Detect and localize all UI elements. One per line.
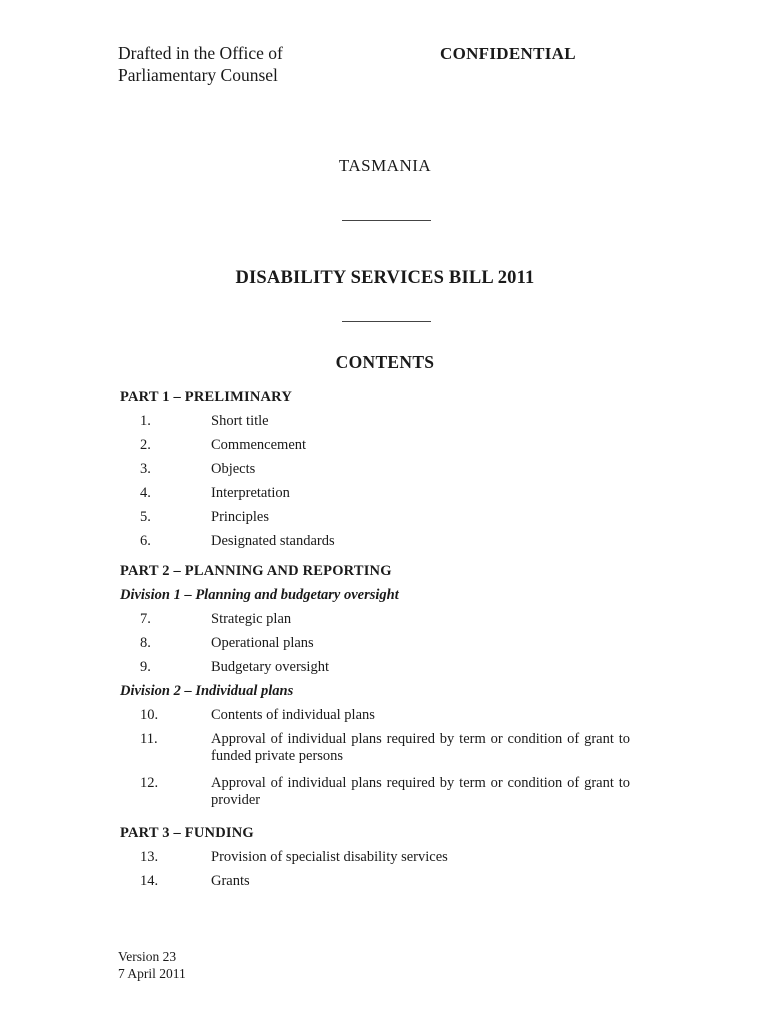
toc-entry[interactable] [120, 771, 630, 815]
version-footer [118, 948, 186, 982]
toc-entry-title: Approval of individual plans required by term or condition of grant to funded private persons [211, 731, 630, 764]
toc-entry-title: Budgetary oversight [211, 658, 329, 675]
toc-entry-number: 10. [140, 706, 159, 723]
toc-entry[interactable] [120, 409, 630, 433]
toc-entry[interactable] [120, 433, 630, 457]
toc-entry[interactable] [120, 703, 630, 727]
toc-entry[interactable] [120, 529, 630, 553]
toc-entry-number: 12. [140, 775, 159, 791]
toc-entry-title: Short title [211, 412, 269, 429]
drafted-line-2: Parliamentary Counsel [118, 65, 278, 85]
toc-entry[interactable] [120, 607, 630, 631]
toc-entry-number: 2. [140, 436, 151, 453]
toc-entry-number: 7. [140, 610, 151, 627]
toc-entry-number: 9. [140, 658, 151, 675]
version-label: Version 23 [118, 949, 177, 964]
toc-entry[interactable] [120, 457, 630, 481]
toc-entry-title: Provision of specialist disability services [211, 848, 448, 865]
divider-rule [342, 220, 431, 221]
toc-entry-number: 5. [140, 508, 151, 525]
toc-entry-number: 4. [140, 484, 151, 501]
toc-division-heading: Division 1 – Planning and budgetary oversight [120, 587, 399, 603]
toc-entry-number: 3. [140, 460, 151, 477]
version-date: 7 April 2011 [118, 966, 186, 981]
toc-entry-number: 13. [140, 848, 159, 865]
drafting-office [118, 42, 283, 86]
toc-entry-title: Objects [211, 460, 256, 477]
drafted-line-1: Drafted in the Office of [118, 43, 283, 63]
toc-entry-title: Strategic plan [211, 610, 292, 627]
toc-entry-title: Approval of individual plans required by term or condition of grant to provider [211, 775, 630, 808]
toc-entry-number: 11. [140, 731, 158, 747]
table-of-contents [120, 385, 630, 893]
toc-entry-title: Contents of individual plans [211, 706, 375, 723]
toc-part-heading: PART 2 – PLANNING AND REPORTING [120, 563, 392, 579]
toc-entry-number: 6. [140, 532, 151, 549]
toc-entry[interactable] [120, 655, 630, 679]
toc-entry-title: Grants [211, 872, 250, 889]
contents-heading: CONTENTS [335, 352, 435, 372]
toc-entry-number: 14. [140, 872, 159, 889]
state-heading: TASMANIA [338, 156, 432, 175]
confidential-label: CONFIDENTIAL [440, 44, 576, 63]
toc-entry[interactable] [120, 481, 630, 505]
toc-entry-title: Principles [211, 508, 269, 525]
toc-entry[interactable] [120, 631, 630, 655]
toc-entry-number: 1. [140, 412, 151, 429]
toc-part-heading: PART 3 – FUNDING [120, 825, 254, 841]
toc-entry[interactable] [120, 845, 630, 869]
toc-entry-number: 8. [140, 634, 151, 651]
toc-division-heading: Division 2 – Individual plans [120, 683, 294, 699]
toc-entry[interactable] [120, 727, 630, 771]
toc-entry-title: Designated standards [211, 532, 335, 549]
toc-part-heading: PART 1 – PRELIMINARY [120, 389, 293, 405]
toc-entry[interactable] [120, 505, 630, 529]
bill-title: DISABILITY SERVICES BILL 2011 [235, 268, 535, 288]
divider-rule [342, 321, 431, 322]
toc-entry-title: Interpretation [211, 484, 290, 501]
toc-entry[interactable] [120, 869, 630, 893]
toc-entry-title: Operational plans [211, 634, 314, 651]
toc-entry-title: Commencement [211, 436, 307, 453]
